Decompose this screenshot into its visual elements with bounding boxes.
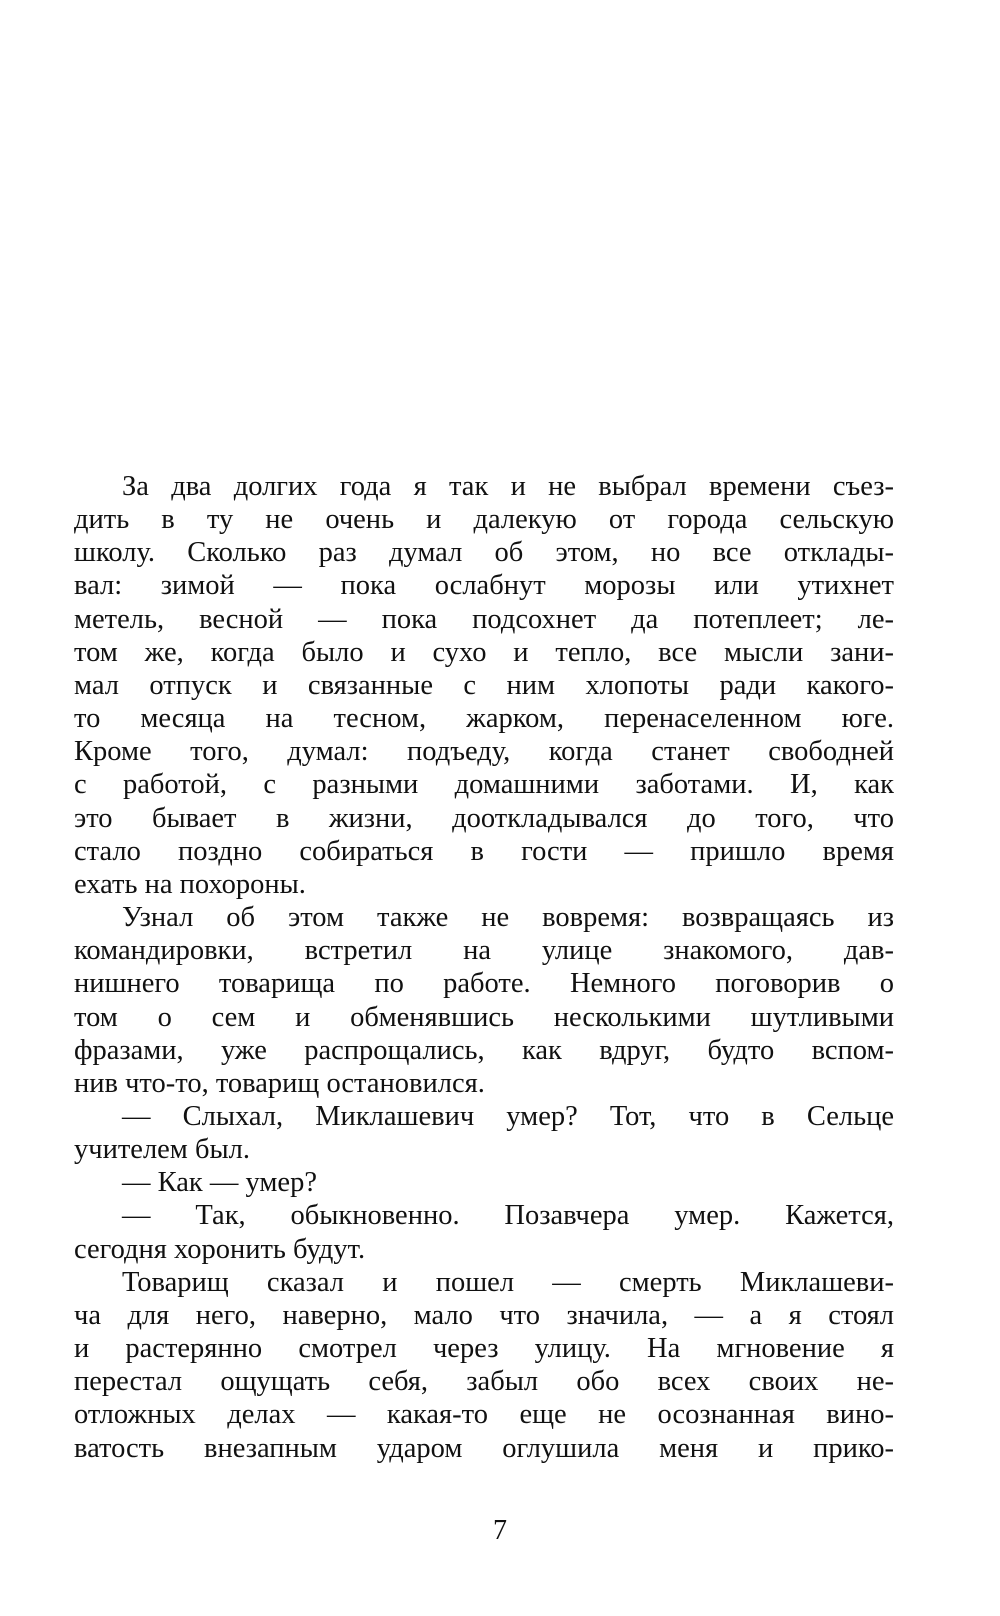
text-line: перестал ощущать себя, забыл обо всех своих не- bbox=[74, 1366, 894, 1398]
text-line: метель, весной — пока подсохнет да потеплеет; ле- bbox=[74, 603, 894, 635]
text-line: ватость внезапным ударом оглушила меня и прико- bbox=[74, 1432, 894, 1464]
paragraph bbox=[74, 901, 894, 1100]
paragraph bbox=[74, 1166, 894, 1199]
text-line: За два долгих года я так и не выбрал времени съез- bbox=[122, 471, 894, 502]
text-line: стало поздно собираться в гости — пришло время bbox=[74, 835, 894, 867]
text-line: нив что-то, товарищ остановился. bbox=[74, 1067, 485, 1099]
text-line: — Как — умер? bbox=[122, 1167, 317, 1199]
text-line: — Так, обыкновенно. Позавчера умер. Кажется, bbox=[122, 1200, 894, 1232]
text-line: вал: зимой — пока ослабнут морозы или утихнет bbox=[74, 570, 894, 602]
text-line: нишнего товарища по работе. Немного поговорив о bbox=[74, 968, 894, 1000]
paragraph bbox=[74, 1100, 894, 1166]
text-line: фразами, уже распрощались, как вдруг, будто вспом- bbox=[74, 1034, 894, 1066]
text-line: это бывает в жизни, дооткладывался до того, что bbox=[74, 802, 894, 834]
text-line: мал отпуск и связанные с ним хлопоты ради какого- bbox=[74, 669, 894, 701]
body-text bbox=[74, 470, 894, 1465]
text-line: дить в ту не очень и далекую от города сельскую bbox=[74, 504, 894, 536]
text-line: ехать на похороны. bbox=[74, 868, 306, 900]
text-line: отложных делах — какая-то еще не осознанная вино- bbox=[74, 1399, 894, 1431]
text-line: учителем был. bbox=[74, 1134, 250, 1166]
text-line: ча для него, наверно, мало что значила, — а я стоял bbox=[74, 1299, 894, 1331]
text-line: — Слыхал, Миклашевич умер? Тот, что в Сельце bbox=[122, 1100, 894, 1132]
text-line: том же, когда было и сухо и тепло, все мысли зани- bbox=[74, 636, 894, 668]
text-line: с работой, с разными домашними заботами. И, как bbox=[74, 769, 894, 801]
page-number: 7 bbox=[493, 1515, 507, 1546]
text-line: то месяца на тесном, жарком, перенаселенном юге. bbox=[74, 703, 894, 735]
paragraph bbox=[74, 1199, 894, 1265]
text-line: том о сем и обменявшись несколькими шутливыми bbox=[74, 1001, 894, 1033]
paragraph bbox=[74, 1266, 894, 1465]
text-line: Узнал об этом также не вовремя: возвращаясь из bbox=[122, 902, 894, 934]
text-line: школу. Сколько раз думал об этом, но все отклады- bbox=[74, 537, 894, 569]
text-line: сегодня хоронить будут. bbox=[74, 1233, 366, 1265]
text-line: и растерянно смотрел через улицу. На мгновение я bbox=[74, 1333, 894, 1365]
text-line: Товарищ сказал и пошел — смерть Миклашеви- bbox=[122, 1266, 894, 1298]
text-line: командировки, встретил на улице знакомого, дав- bbox=[74, 935, 894, 967]
text-line: Кроме того, думал: подъеду, когда станет свободней bbox=[74, 736, 894, 768]
paragraph bbox=[74, 470, 894, 901]
